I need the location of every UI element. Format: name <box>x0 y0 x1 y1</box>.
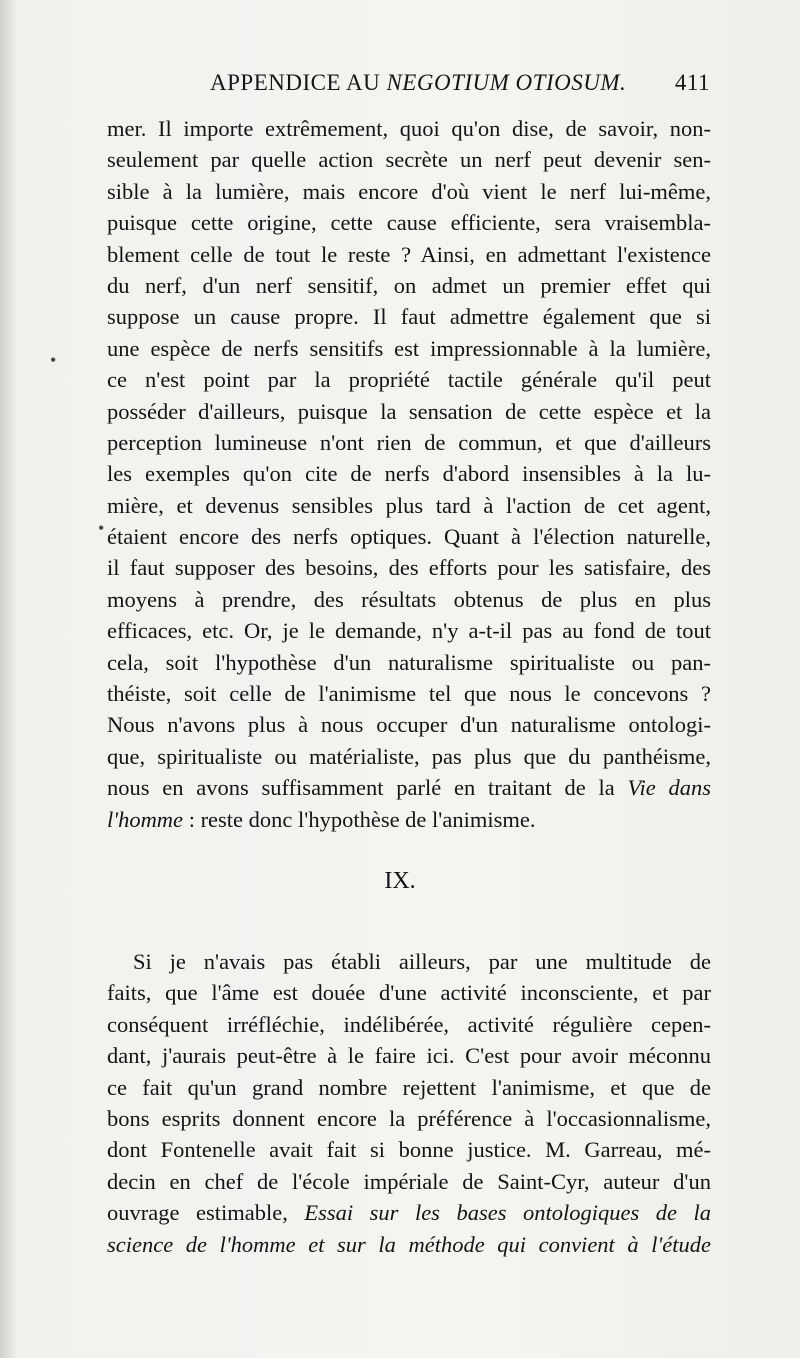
text-line: étaient encore des nerfs optiques. Quant à l'élection naturelle, <box>107 524 711 550</box>
text-line: cela, soit l'hypothèse d'un naturalisme spiritualiste ou pan- <box>107 649 711 675</box>
section-heading: IX. <box>384 868 416 894</box>
italic-book-title-cont: science de l'homme et sur la méthode qui convient à l'étude <box>107 1231 711 1257</box>
text-line: efficaces, etc. Or, je le demande, n'y a-t-il pas au fond de tout <box>107 618 711 644</box>
italic-book-title: Vie dans <box>627 775 712 801</box>
text-line: que, spiritualiste ou matérialiste, pas plus que du panthéisme, <box>107 743 711 769</box>
text-line: suppose un cause propre. Il faut admettre également que si <box>107 304 711 330</box>
page-number: 411 <box>674 70 710 95</box>
text-line: Nous n'avons plus à nous occuper d'un naturalisme ontologi- <box>107 712 711 738</box>
text-line: Si je n'avais pas établi ailleurs, par une multitude de <box>133 949 711 974</box>
text-line: il faut supposer des besoins, des efforts pour les satisfaire, des <box>107 555 711 581</box>
text-line-with-title <box>107 1197 711 1228</box>
text-line: ce n'est point par la propriété tactile générale qu'il peut <box>107 367 711 393</box>
margin-speck: • <box>98 518 105 538</box>
paragraph-2 <box>107 946 711 1260</box>
text-line: mière, et devenus sensibles plus tard à l'action de cet agent, <box>107 492 711 518</box>
running-title-italic: NEGOTIUM OTIOSUM. <box>386 70 627 95</box>
text-line: sible à la lumière, mais encore d'où vient le nerf lui-même, <box>107 178 711 204</box>
text-line: théiste, soit celle de l'animisme tel que nous le concevons ? <box>107 681 711 707</box>
text-line: faits, que l'âme est douée d'une activité inconsciente, et par <box>107 980 711 1006</box>
text-line: blement celle de tout le reste ? Ainsi, en admettant l'existence <box>107 241 711 267</box>
text-line-italic <box>107 1229 711 1260</box>
margin-speck: • <box>50 350 57 370</box>
text-line-end: : reste donc l'hypothèse de l'animisme. <box>183 806 536 832</box>
italic-book-title: Essai sur les bases ontologiques de la <box>304 1200 712 1226</box>
text-line: decin en chef de l'école impériale de Saint-Cyr, auteur d'un <box>107 1168 711 1194</box>
text-line: mer. Il importe extrêmement, quoi qu'on dise, de savoir, non- <box>107 116 711 141</box>
italic-book-title-cont: l'homme <box>107 806 184 832</box>
text-line: une espèce de nerfs sensitifs est impressionnable à la lumière, <box>107 335 711 361</box>
text-line: les exemples qu'on cite de nerfs d'abord insensibles à la lu- <box>107 461 711 487</box>
text-line: seulement par quelle action secrète un nerf peut devenir sen- <box>107 147 711 173</box>
text-line: conséquent irréfléchie, indélibérée, activité régulière cepen- <box>107 1011 711 1037</box>
text-line-last <box>107 804 711 835</box>
paragraph-1 <box>107 113 711 835</box>
text-line: du nerf, d'un nerf sensitif, on admet un premier effet qui <box>107 272 711 298</box>
text-line-start: nous en avons suffisamment parlé en traitant de la <box>107 775 615 801</box>
running-title <box>210 70 626 96</box>
text-line-with-title <box>107 772 711 803</box>
text-line: posséder d'ailleurs, puisque la sensation de cette espèce et la <box>107 398 711 424</box>
text-line: dant, j'aurais peut-être à le faire ici. C'est pour avoir méconnu <box>107 1043 711 1069</box>
text-line: bons esprits donnent encore la préférence à l'occasionnalisme, <box>107 1105 711 1131</box>
text-line: puisque cette origine, cette cause efficiente, sera vraisembla- <box>107 210 711 236</box>
text-line-start: ouvrage estimable, <box>107 1200 288 1226</box>
running-title-prefix: APPENDICE AU <box>210 70 387 95</box>
text-line: dont Fontenelle avait fait si bonne justice. M. Garreau, mé- <box>107 1137 711 1163</box>
text-line: moyens à prendre, des résultats obtenus de plus en plus <box>107 586 711 612</box>
text-line: perception lumineuse n'ont rien de commun, et que d'ailleurs <box>107 429 711 455</box>
text-line: ce fait qu'un grand nombre rejettent l'animisme, et que de <box>107 1074 711 1100</box>
